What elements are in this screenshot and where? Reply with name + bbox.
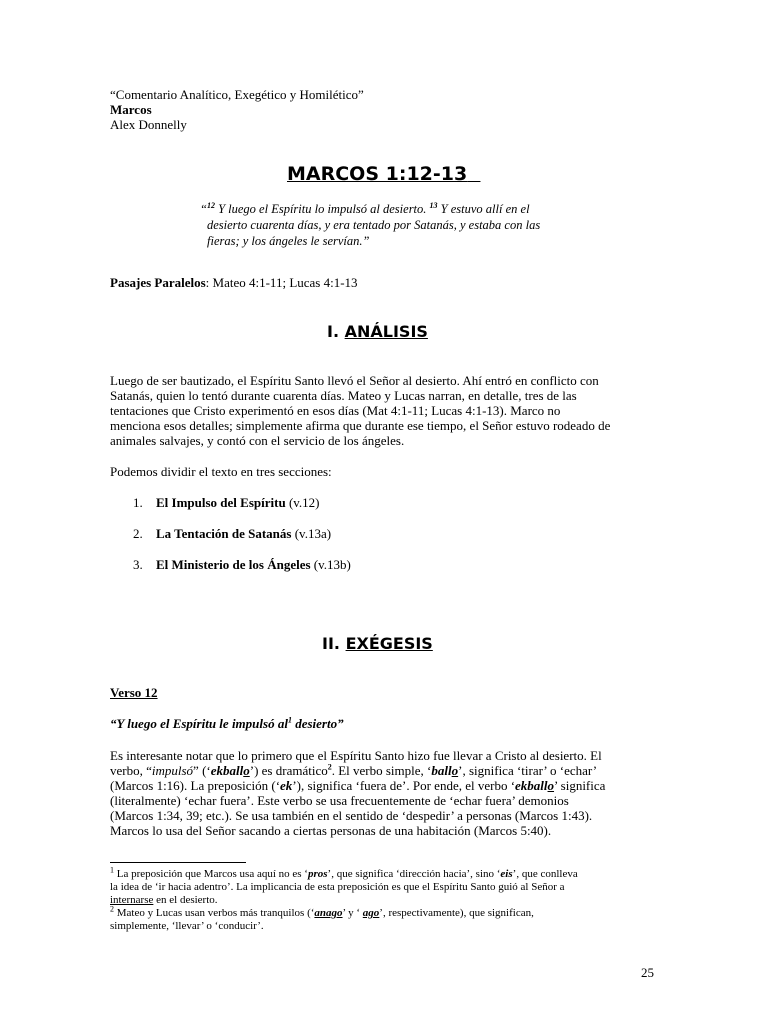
analysis-line: animales salvajes, y contó con el servicio de los ángeles. xyxy=(110,433,405,448)
chapter-title: MARCOS 1:12-13 xyxy=(287,163,468,185)
exegesis-line: Es interesante notar que lo primero que el Espíritu Santo hizo fue llevar a Cristo al desierto. El xyxy=(110,748,602,763)
analysis-line: Luego de ser bautizado, el Espíritu Santo llevó el Señor al desierto. Ahí entró en conflicto con xyxy=(110,373,599,388)
section-analysis-heading: I. ANÁLISIS xyxy=(327,322,428,341)
exegesis-paragraph xyxy=(110,748,662,838)
quote-line-2: desierto cuarenta días, y era tentado por Satanás, y estaba con las xyxy=(207,218,541,232)
scripture-quote xyxy=(200,201,570,249)
analysis-line: tentaciones que Cristo experimentó en esos días (Mat 4:1-11; Lucas 4:1-13). Marco no xyxy=(110,403,561,418)
exegesis-line: Marcos lo usa del Señor sacando a ciertas personas de una habitación (Marcos 5:40). xyxy=(110,823,552,838)
quote-line-1: “$^{12}$ Y luego el Espíritu lo impulsó al desierto. $^{13}$ Y estuvo allí en el xyxy=(200,200,530,216)
list-item: 3. El Ministerio de los Ángeles (v.13b) xyxy=(133,557,351,572)
footnote-2: $^2$ Mateo y Lucas usan verbos más tranquilos (‘anago’ y ‘ ago’, respectivamente), que significan, xyxy=(110,904,534,919)
exegesis-line: (Marcos 1:16). La preposición (‘ek’), significa ‘fuera de’. Por ende, el verbo ‘ekballo’ significa xyxy=(110,778,606,793)
exegesis-line: (literalmente) ‘echar fuera’. Este verbo se usa frecuentemente de ‘echar fuera’ demonios xyxy=(110,793,569,808)
footnote-1: $^1$ La preposición que Marcos usa aquí no es ‘pros’, que significa ‘dirección hacia’, sino ‘eis’, que conlleva xyxy=(110,865,578,880)
verse-heading: Verso 12 xyxy=(110,685,158,700)
sections-intro: Podemos dividir el texto en tres secciones: xyxy=(110,464,332,479)
footnote-1-line-3: internarse en el desierto. xyxy=(110,894,218,906)
page-number: 25 xyxy=(641,965,654,980)
exegesis-line: (Marcos 1:34, 39; etc.). Se usa también en el sentido de ‘despedir’ a personas (Marcos 1:43). xyxy=(110,808,593,823)
exegesis-line: verbo, “impulsó” (‘ekballo’) es dramático$^2$. El verbo simple, ‘ballo’, significa ‘tirar’ o ‘echar’ xyxy=(110,762,598,778)
author-name: Alex Donnelly xyxy=(110,117,187,132)
analysis-paragraph xyxy=(110,373,658,448)
section-exegesis-heading: II. EXÉGESIS xyxy=(322,634,433,653)
list-item: 2. La Tentación de Satanás (v.13a) xyxy=(133,526,332,541)
list-item: 1. El Impulso del Espíritu (v.12) xyxy=(133,495,320,510)
analysis-line: menciona esos detalles; simplemente afirma que durante ese tiempo, el Señor estuvo rodeado de xyxy=(110,418,611,433)
analysis-line: Satanás, quien lo tentó durante cuarenta días. Mateo y Lucas narran, en detalle, tres de las xyxy=(110,388,577,403)
footnote-2-line-2: simplemente, ‘llevar’ o ‘conducir’. xyxy=(110,920,264,932)
verse-subtitle: “Y luego el Espíritu le impulsó $al^1$ desierto” xyxy=(110,715,344,731)
quote-line-3: fieras; y los ángeles le servían.” xyxy=(207,234,370,248)
footnote-separator xyxy=(110,862,246,863)
footnote-1-line-2: la idea de ‘ir hacia adentro’. La implicancia de esta preposición es que el Espíritu Santo guió al Señor a xyxy=(110,881,565,893)
sections-list xyxy=(133,495,351,588)
book-title: “Comentario Analítico, Exegético y Homilético” xyxy=(110,87,364,102)
header-block xyxy=(110,87,364,132)
footnotes xyxy=(110,865,660,933)
book-name: Marcos xyxy=(110,102,152,117)
parallel-passages: Pasajes Paralelos: Mateo 4:1-11; Lucas 4:1-13 xyxy=(110,275,358,290)
